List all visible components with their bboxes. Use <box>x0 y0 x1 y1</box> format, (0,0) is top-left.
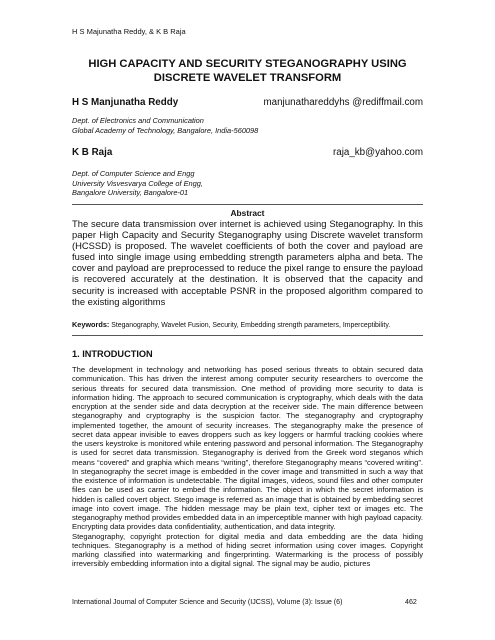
journal-footer: International Journal of Computer Science and Security (IJCSS), Volume (3): Issue (6) <box>72 598 343 606</box>
intro-paragraph-1: The development in technology and networking has posed serious threats to obtain secured data communication. This has driven the interest among computer security researchers to overcome the serious threats for secured data transmission. One method of providing more security to data is information hiding. The approach to secured communication is cryptography, which deals with the data encryption at the sender side and data decryption at the receiver side. The main difference between steganography and cryptography is the suspicion factor. The steganography and cryptography implemented together, the amount of security increases. The steganography make the presence of secret data appear invisible to eaves droppers such as key loggers or harmful tracking cookies where the users keystroke is monitored while entering password and personal information. The Steganography is used for secret data transmission. Steganography is derived from the Greek word steganos which means “covered” and graphia which means “writing”, therefore Steganography means “covered writing”. In steganography the secret image is embedded in the cover image and transmitted in such a way that the existence of information is undetectable. The digital images, videos, sound files and other computer files can be used as carrier to embed the information. The object in which the secret information is hidden is called covert object. Stego image is referred as an image that is obtained by embedding secret image into covert image. The hidden message may be plain text, cipher text or images etc. The steganography method provides embedded data in an imperceptible manner with high payload capacity. Encrypting data provides data confidentiality, authentication, and data integrity. <box>72 365 423 532</box>
paper-title <box>60 58 435 85</box>
section-heading-introduction: 1. INTRODUCTION <box>72 349 153 359</box>
intro-paragraph-2: Steganography, copyright protection for digital media and data embedding are the data hiding techniques. Steganography is a method of hiding secret information using cover images. Copyright marking classified into watermarking and fingerprinting. Watermarking is the process of possibly irreversibly embedding information into a digital signal. The signal may be audio, pictures <box>72 531 423 569</box>
keywords-label: Keywords: <box>72 320 110 329</box>
page-number: 462 <box>405 598 417 606</box>
author-1-affiliation: Dept. of Electronics and Communication Global Academy of Technology, Bangalore, India-560098 <box>72 116 259 135</box>
author-2-email[interactable]: raja_kb@yahoo.com <box>333 147 423 158</box>
introduction-body <box>72 365 423 595</box>
keywords <box>72 320 423 329</box>
abstract-text: The secure data transmission over internet is achieved using Steganography. In this paper High Capacity and Security Steganography using Discrete wavelet transform (HCSSD) is proposed. The wavelet coefficients of both the cover and payload are fused into single image using embedding strength parameters alpha and beta. The cover and payload are preprocessed to reduce the pixel range to ensure the payload is recovered accurately at the destination. It is observed that the capacity and security is increased with acceptable PSNR in the proposed algorithm compared to the existing algorithms <box>72 218 423 307</box>
author-1-email[interactable]: manjunathareddyhs @rediffmail.com <box>263 97 423 108</box>
keywords-text: Steganography, Wavelet Fusion, Security, Embedding strength parameters, Imperceptibility. <box>111 322 391 329</box>
author-2 <box>72 147 423 158</box>
author-2-name: K B Raja <box>72 147 113 158</box>
abstract-heading: Abstract <box>230 208 265 218</box>
author-1-name: H S Manjunatha Reddy <box>72 97 179 108</box>
abstract-top-rule <box>72 204 423 205</box>
running-head: H S Majunatha Reddy, & K B Raja <box>72 27 186 36</box>
author-1 <box>72 97 423 108</box>
title-line-2: DISCRETE WAVELET TRANSFORM <box>153 71 342 84</box>
author-2-affiliation: Dept. of Computer Science and Engg University Visvesvarya College of Engg, Bangalore University, Bangalore-01 <box>72 169 203 198</box>
title-line-1: HIGH CAPACITY AND SECURITY STEGANOGRAPHY USING <box>88 58 407 70</box>
keywords-bottom-rule <box>72 335 423 336</box>
